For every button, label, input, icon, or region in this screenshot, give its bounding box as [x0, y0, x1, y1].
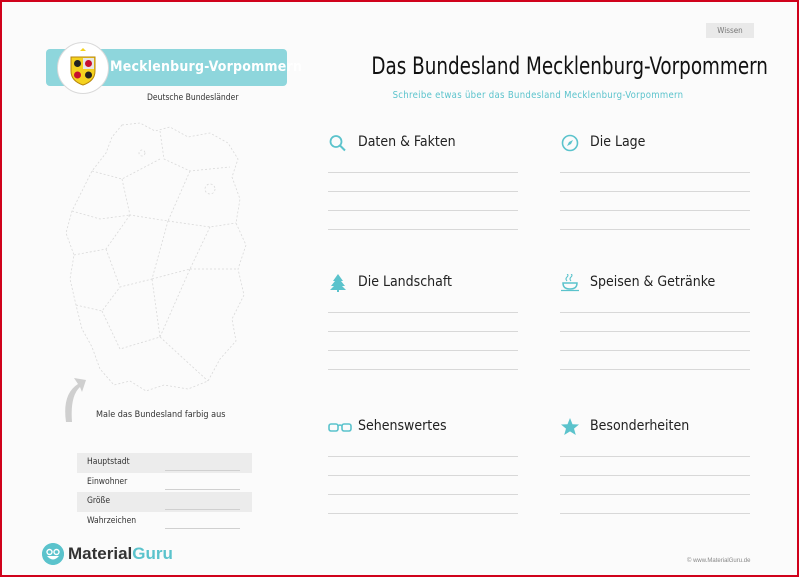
fact-label: Hauptstadt [87, 457, 130, 467]
fact-row [77, 492, 252, 512]
writing-line[interactable] [328, 229, 518, 230]
fact-row [77, 453, 252, 473]
copyright: © www.MaterialGuru.de [687, 558, 751, 564]
fact-row [77, 512, 252, 532]
logo-text-guru: Guru [132, 544, 173, 563]
facts-table [77, 453, 252, 531]
fact-label: Wahrzeichen [87, 515, 137, 526]
writing-line[interactable] [328, 172, 518, 173]
section-title: Sehenswertes [358, 418, 447, 434]
writing-line[interactable] [328, 456, 518, 457]
curved-arrow-icon [60, 374, 90, 424]
fact-row [77, 473, 252, 493]
writing-line[interactable] [560, 513, 750, 514]
tree-icon [328, 274, 348, 292]
section-sehenswertes [328, 416, 518, 514]
writing-line[interactable] [560, 331, 750, 332]
glasses-icon [328, 418, 352, 436]
writing-line[interactable] [328, 494, 518, 495]
writing-line[interactable] [328, 312, 518, 313]
page-title: Das Bundesland Mecklenburg-Vorpommern [371, 52, 768, 80]
writing-line[interactable] [560, 229, 750, 230]
fact-entry-line[interactable] [165, 509, 240, 510]
writing-line[interactable] [328, 331, 518, 332]
section-title: Die Landschaft [358, 274, 452, 290]
section-title: Die Lage [590, 134, 646, 150]
section-title: Besonderheiten [590, 418, 690, 434]
state-badge-title: Mecklenburg-Vorpommern [110, 59, 303, 75]
section-besonderheiten [560, 416, 750, 514]
fact-entry-line[interactable] [165, 528, 240, 529]
writing-line[interactable] [328, 475, 518, 476]
writing-line[interactable] [328, 191, 518, 192]
section-die-landschaft [328, 272, 518, 370]
writing-line[interactable] [560, 210, 750, 211]
writing-line[interactable] [560, 369, 750, 370]
writing-line[interactable] [328, 210, 518, 211]
writing-line[interactable] [328, 369, 518, 370]
section-speisen-getraenke [560, 272, 750, 370]
fact-label: Größe [87, 496, 111, 506]
writing-line[interactable] [560, 350, 750, 351]
page-subtitle: Schreibe etwas über das Bundesland Mecklenburg-Vorpommern [392, 90, 684, 101]
writing-line[interactable] [560, 312, 750, 313]
guru-face-icon [42, 543, 64, 565]
section-title: Speisen & Getränke [590, 274, 716, 290]
writing-line[interactable] [560, 475, 750, 476]
logo-text [68, 544, 173, 564]
section-die-lage [560, 132, 750, 230]
section-title: Daten & Fakten [358, 134, 456, 150]
fact-entry-line[interactable] [165, 470, 240, 471]
writing-line[interactable] [560, 172, 750, 173]
writing-line[interactable] [328, 350, 518, 351]
fact-entry-line[interactable] [165, 489, 240, 490]
writing-line[interactable] [560, 191, 750, 192]
compass-icon [560, 134, 580, 152]
steaming-bowl-icon [560, 274, 580, 292]
magnifier-icon [328, 134, 348, 152]
writing-line[interactable] [560, 456, 750, 457]
map-hint: Male das Bundesland farbig aus [96, 410, 226, 420]
germany-map-outline [60, 119, 265, 394]
section-daten-fakten [328, 132, 518, 230]
fact-label: Einwohner [87, 476, 128, 487]
star-icon [560, 418, 580, 436]
subtitle-left: Deutsche Bundesländer [147, 93, 239, 103]
category-tag: Wissen [706, 23, 754, 38]
writing-line[interactable] [560, 494, 750, 495]
writing-line[interactable] [328, 513, 518, 514]
logo-text-material: Material [68, 544, 133, 563]
coat-of-arms-icon [57, 42, 109, 94]
